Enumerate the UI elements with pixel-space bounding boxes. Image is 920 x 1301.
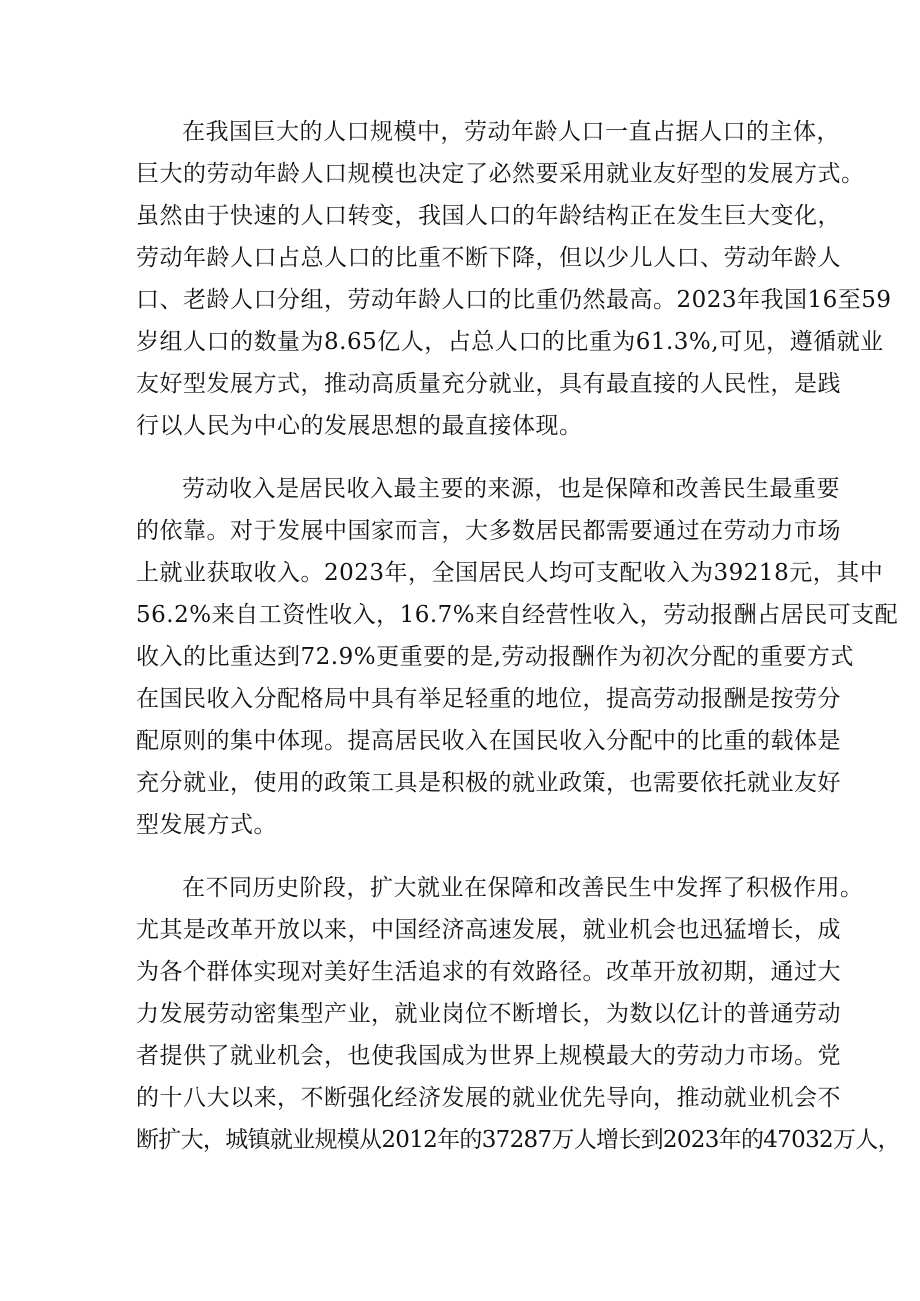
paragraph-2-line-7: 配原则的集中体现。提高居民收入在国民收入分配中的比重的载体是 xyxy=(136,728,841,754)
paragraph-1-line-8: 行以人民为中心的发展思想的最直接体现。 xyxy=(136,413,583,439)
paragraph-1-line-6: 岁组人口的数量为8.65亿人，占总人口的比重为61.3%,可见，遵循就业 xyxy=(136,329,884,355)
paragraph-1-line-5: 口、老龄人口分组，劳动年龄人口的比重仍然最高。2023年我国16至59 xyxy=(136,287,892,313)
paragraph-3-line-6: 的十八大以来，不断强化经济发展的就业优先导向，推动就业机会不 xyxy=(136,1085,841,1111)
paragraph-1-line-1: 在我国巨大的人口规模中，劳动年龄人口一直占据人口的主体， xyxy=(182,119,840,145)
paragraph-3-line-2: 尤其是改革开放以来，中国经济高速发展，就业机会也迅猛增长，成 xyxy=(136,917,841,943)
paragraph-3-line-7: 断扩大，城镇就业规模从2012年的37287万人增长到2023年的47032万人， xyxy=(136,1127,900,1153)
paragraph-3-line-4: 力发展劳动密集型产业，就业岗位不断增长，为数以亿计的普通劳动 xyxy=(136,1001,841,1027)
paragraph-2-line-5: 收入的比重达到72.9%更重要的是,劳动报酬作为初次分配的重要方式 xyxy=(136,644,854,670)
paragraph-1-line-2: 巨大的劳动年龄人口规模也决定了必然要采用就业友好型的发展方式。 xyxy=(136,161,865,187)
paragraph-2-line-6: 在国民收入分配格局中具有举足轻重的地位，提高劳动报酬是按劳分 xyxy=(136,686,841,712)
paragraph-2-line-1: 劳动收入是居民收入最主要的来源，也是保障和改善民生最重要 xyxy=(182,476,840,502)
paragraph-1-line-3: 虽然由于快速的人口转变，我国人口的年龄结构正在发生巨大变化， xyxy=(136,203,841,229)
paragraph-3-line-1: 在不同历史阶段，扩大就业在保障和改善民生中发挥了积极作用。 xyxy=(182,875,864,901)
paragraph-2-line-9: 型发展方式。 xyxy=(136,812,277,838)
paragraph-2-line-3: 上就业获取收入。2023年，全国居民人均可支配收入为39218元，其中 xyxy=(136,560,884,586)
paragraph-3-line-3: 为各个群体实现对美好生活追求的有效路径。改革开放初期，通过大 xyxy=(136,959,841,985)
paragraph-2-line-4: 56.2%来自工资性收入，16.7%来自经营性收入，劳动报酬占居民可支配 xyxy=(136,602,899,628)
paragraph-1-line-7: 友好型发展方式，推动高质量充分就业，具有最直接的人民性，是践 xyxy=(136,371,841,397)
paragraph-2-line-8: 充分就业，使用的政策工具是积极的就业政策，也需要依托就业友好 xyxy=(136,770,841,796)
paragraph-3-line-5: 者提供了就业机会，也使我国成为世界上规模最大的劳动力市场。党 xyxy=(136,1043,841,1069)
paragraph-1-line-4: 劳动年龄人口占总人口的比重不断下降，但以少儿人口、劳动年龄人 xyxy=(136,245,841,271)
paragraph-2-line-2: 的依靠。对于发展中国家而言，大多数居民都需要通过在劳动力市场 xyxy=(136,518,841,544)
